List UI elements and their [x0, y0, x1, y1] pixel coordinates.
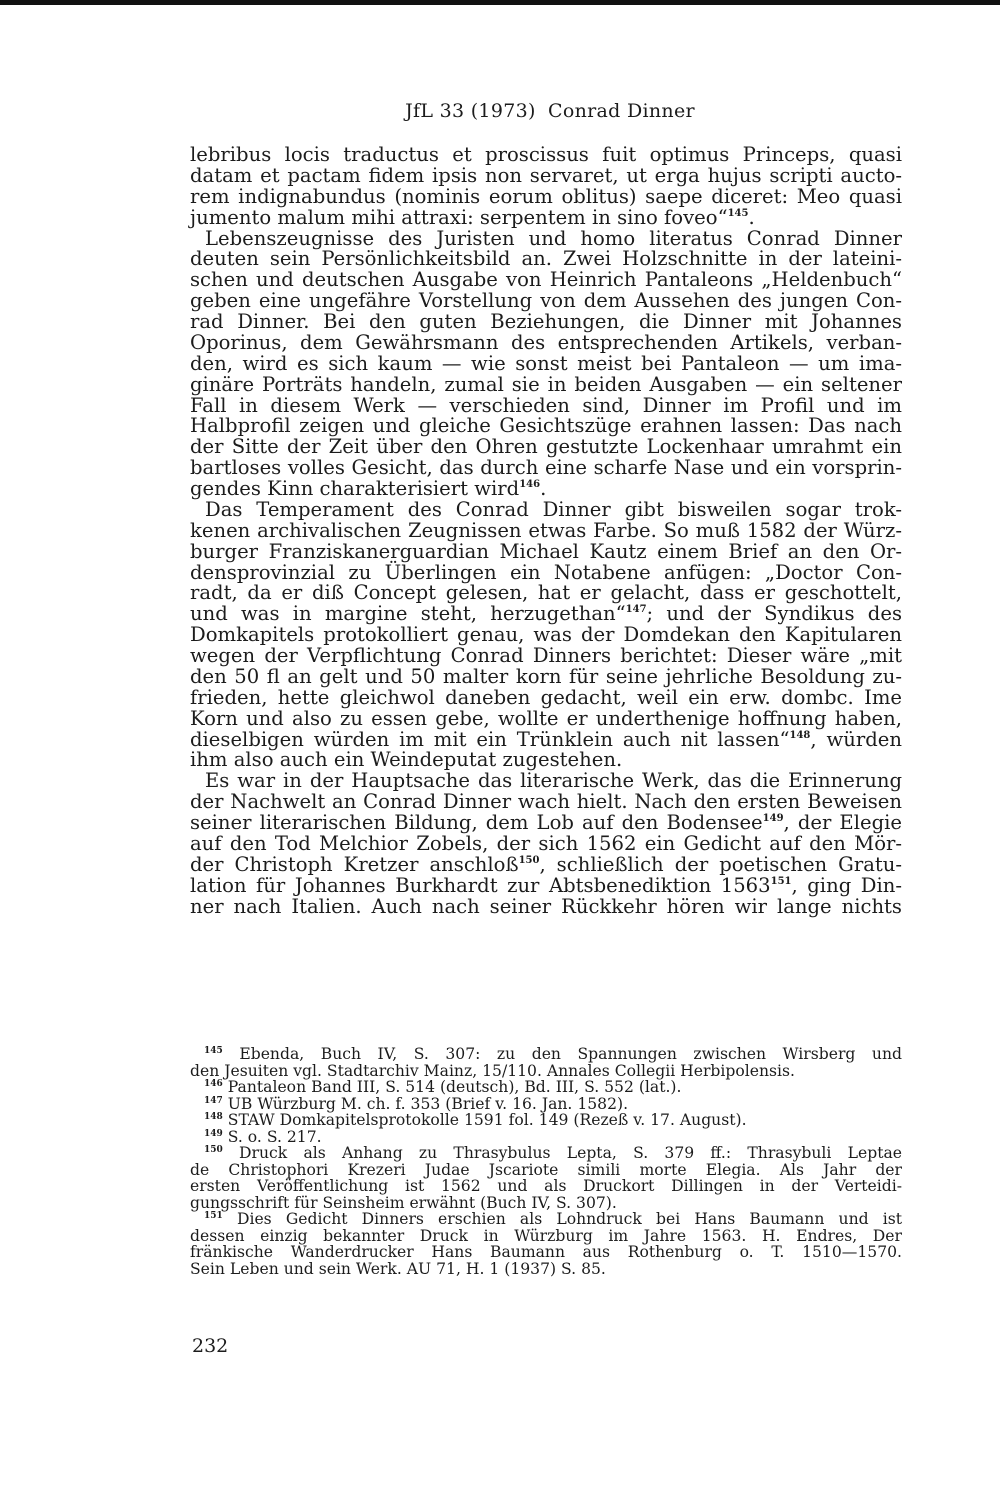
footnote-line: [190, 1211, 902, 1228]
line-text: lebribus locis traductus et proscissus fuit optimus Princeps, quasi: [190, 143, 902, 166]
body-line: [190, 497, 902, 521]
line-text: ihm also auch ein Weindeputat zugestehen.: [190, 748, 623, 772]
body-line: [190, 792, 902, 813]
line-text: frieden, hette gleichwol daneben gedacht, weil ein erw. dombc. Ime: [190, 685, 902, 709]
line-text: datam et pactam fidem ipsis non servaret, ut erga hujus scripti aucto-: [190, 163, 902, 187]
body-line: [190, 226, 902, 250]
line-text: de Christophori Krezeri Judae Jscariote simili morte Elegia. Als Jahr der: [190, 1160, 902, 1179]
line-text-continued: , der Elegie: [783, 811, 902, 834]
line-text: wegen der Verpflichtung Conrad Dinners berichtet: Dieser wäre „mit: [190, 644, 902, 667]
body-line: [190, 351, 902, 375]
body-line: [190, 625, 902, 646]
body-line: [190, 873, 902, 897]
body-line: [190, 479, 902, 500]
footnote-reference: 150: [518, 854, 540, 866]
footnote-number: 148: [204, 1112, 223, 1122]
line-text: Korn und also zu essen gebe, wollte er underthenige hoffnung haben,: [190, 706, 902, 730]
body-line: [190, 706, 902, 730]
footnote-line: [190, 1244, 902, 1261]
line-text: rem indignabundus (nominis eorum oblitus) saepe diceret: Meo quasi: [190, 184, 902, 208]
line-text: ersten Veröffentlichung ist 1562 und als Druckort Dillingen in der Verteidi-: [190, 1177, 902, 1195]
line-text: STAW Domkapitelsprotokolle 1591 fol. 149 (Rezeß v. 17. August).: [227, 1111, 747, 1129]
body-line: [190, 205, 902, 229]
footnote-line: [190, 1195, 902, 1212]
line-text: ner nach Italien. Auch nach seiner Rückkehr hören wir lange nichts: [190, 894, 902, 918]
body-line: [190, 664, 902, 688]
body-line: [190, 771, 902, 792]
line-text: ginäre Porträts handeln, zumal sie in beiden Ausgaben — ein seltener: [190, 372, 902, 396]
body-line: [190, 184, 902, 208]
page-top-edge: [0, 0, 1000, 5]
line-text: geben eine ungefähre Vorstellung von dem Aussehen des jungen Con-: [190, 289, 902, 313]
body-line: [190, 291, 902, 312]
footnote-line: [190, 1145, 902, 1162]
line-text-continued: .: [540, 477, 547, 500]
body-line: [190, 437, 902, 458]
line-text: kenen archivalischen Zeugnissen etwas Farbe. So muß 1582 der Würz-: [190, 518, 902, 542]
line-text: burger Franziskanerguardian Michael Kautz einem Brief an den Or-: [190, 539, 902, 563]
body-line: [190, 727, 902, 751]
footnote-line: [190, 1096, 902, 1113]
line-text-continued: , würden: [810, 727, 902, 751]
body-line: [190, 270, 902, 291]
body-line: [190, 604, 902, 625]
body-text: [190, 145, 902, 917]
body-line: [190, 539, 902, 563]
line-text: Oporinus, dem Gewährsmann des entsprechenden Artikels, verban-: [190, 330, 902, 354]
footnote-number: 149: [204, 1128, 223, 1139]
line-text: den Jesuiten vgl. Stadtarchiv Mainz, 15/110. Annales Collegii Herbipolensis.: [190, 1061, 795, 1080]
line-text: der Christoph Kretzer anschloß: [190, 852, 519, 876]
line-text-continued: , schließlich der poetischen Gratu-: [539, 852, 902, 876]
line-text-continued: ; und der Syndikus des: [646, 602, 902, 626]
line-text: Druck als Anhang zu Thrasybulus Lepta, S. 379 ff.: Thrasybuli Leptae: [239, 1144, 902, 1162]
line-text: Halbprofil zeigen und gleiche Gesichtszüge erahnen lassen: Das nach: [190, 414, 902, 438]
body-line: [190, 852, 902, 876]
line-text: radt, da er diß Concept gelesen, hat er gelacht, dass er geschottelt,: [190, 581, 902, 605]
body-line: [190, 646, 902, 667]
body-line: [190, 330, 902, 354]
line-text: Fall in diesem Werk — verschieden sind, Dinner im Profil und im: [190, 393, 902, 417]
footnote-reference: 145: [727, 207, 749, 219]
line-text: lation für Johannes Burkhardt zur Abtsbenediktion 1563: [190, 873, 771, 897]
footnote-line: [190, 1162, 902, 1179]
body-line: [190, 249, 902, 270]
line-text: bartloses volles Gesicht, das durch eine scharfe Nase und ein vorsprin-: [190, 456, 902, 480]
footnote-line: [190, 1129, 902, 1146]
body-line: [190, 458, 902, 479]
body-line: [190, 416, 902, 437]
footnote-number: 145: [204, 1046, 223, 1056]
body-line: [190, 163, 902, 187]
line-text: S. o. S. 217.: [227, 1127, 322, 1146]
journal-reference: JfL 33 (1973): [405, 100, 536, 122]
body-line: [190, 685, 902, 709]
body-line: [190, 750, 902, 771]
footnote-reference: 147: [625, 604, 647, 616]
footnote-line: [190, 1079, 902, 1096]
line-text: Sein Leben und sein Werk. AU 71, H. 1 (1937) S. 85.: [190, 1259, 606, 1278]
footnote-number: 150: [204, 1145, 223, 1155]
line-text: Das Temperament des Conrad Dinner gibt bisweilen sogar trok-: [205, 497, 902, 521]
line-text-continued: , ging Din-: [791, 873, 902, 897]
line-text: fränkische Wanderdrucker Hans Baumann aus Rothenburg o. T. 1510—1570.: [190, 1243, 902, 1261]
footnote-number: 146: [204, 1079, 223, 1089]
line-text: und was in margine steht, herzugethan“: [190, 602, 626, 626]
footnote-number: 147: [204, 1095, 223, 1106]
line-text: den 50 fl an gelt und 50 malter korn für seine jehrliche Besoldung zu-: [190, 664, 902, 688]
footnote-line: [190, 1112, 902, 1129]
body-line: [190, 312, 902, 333]
line-text: Dies Gedicht Dinners erschien als Lohndruck bei Hans Baumann und ist: [236, 1210, 902, 1228]
footnote-line: [190, 1178, 902, 1195]
line-text: Pantaleon Band III, S. 514 (deutsch), Bd. III, S. 552 (lat.).: [227, 1078, 682, 1096]
line-text: dessen einzig bekannter Druck in Würzburg im Jahre 1563. H. Endres, Der: [190, 1226, 902, 1245]
line-text: der Sitte der Zeit über den Ohren gestutzte Lockenhaar umrahmt ein: [190, 435, 902, 459]
line-text: rad Dinner. Bei den guten Beziehungen, die Dinner mit Johannes: [190, 310, 902, 333]
body-line: [190, 518, 902, 542]
line-text: der Nachwelt an Conrad Dinner wach hielt. Nach den ersten Beweisen: [190, 790, 902, 814]
line-text: Lebenszeugnisse des Juristen und homo literatus Conrad Dinner: [205, 226, 902, 250]
line-text-continued: .: [748, 205, 755, 229]
footnote-reference: 151: [770, 875, 792, 887]
footnote-reference: 146: [519, 479, 541, 490]
line-text: gendes Kinn charakterisiert wird: [190, 477, 520, 500]
line-text: seiner literarischen Bildung, dem Lob auf den Bodensee: [190, 811, 763, 834]
line-text: deuten sein Persönlichkeitsbild an. Zwei Holzschnitte in der lateini-: [190, 247, 902, 271]
line-text: dieselbigen würden im mit ein Trünklein auch nit lassen“: [190, 727, 790, 751]
line-text: den, wird es sich kaum — wie sonst meist bei Pantaleon — um ima-: [190, 351, 902, 375]
body-line: [190, 372, 902, 396]
line-text: densprovinzial zu Überlingen ein Notabene anfügen: „Doctor Con-: [190, 560, 902, 584]
footnote-line: [190, 1261, 902, 1278]
body-line: [190, 583, 902, 604]
line-text: schen und deutschen Ausgabe von Heinrich Pantaleons „Heldenbuch“: [190, 268, 902, 292]
page-number: 232: [192, 1335, 229, 1357]
line-text: Es war in der Hauptsache das literarische Werk, das die Erinnerung: [205, 769, 902, 793]
line-text: auf den Tod Melchior Zobels, der sich 1562 ein Gedicht auf den Mör-: [190, 831, 902, 855]
body-line: [190, 831, 902, 855]
footnote-line: [190, 1046, 902, 1063]
body-line: [190, 894, 902, 918]
line-text: gungsschrift für Seinsheim erwähnt (Buch IV, S. 307).: [190, 1193, 617, 1212]
running-title: Conrad Dinner: [548, 100, 695, 122]
footnote-number: 151: [204, 1211, 223, 1221]
footnote-line: [190, 1228, 902, 1245]
footnotes: [190, 1046, 902, 1277]
body-line: [190, 560, 902, 584]
line-text: Ebenda, Buch IV, S. 307: zu den Spannungen zwischen Wirsberg und: [239, 1045, 902, 1063]
body-line: [190, 813, 902, 834]
line-text: jumento malum mihi attraxi: serpentem in sino foveo“: [190, 205, 728, 229]
footnote-reference: 149: [762, 813, 784, 824]
footnote-line: [190, 1063, 902, 1080]
running-header: [200, 100, 900, 122]
line-text: UB Würzburg M. ch. f. 353 (Brief v. 16. Jan. 1582).: [227, 1094, 629, 1113]
footnote-reference: 148: [789, 729, 811, 741]
line-text: Domkapitels protokolliert genau, was der Domdekan den Kapitularen: [190, 623, 902, 647]
body-line: [190, 393, 902, 417]
body-line: [190, 145, 902, 166]
